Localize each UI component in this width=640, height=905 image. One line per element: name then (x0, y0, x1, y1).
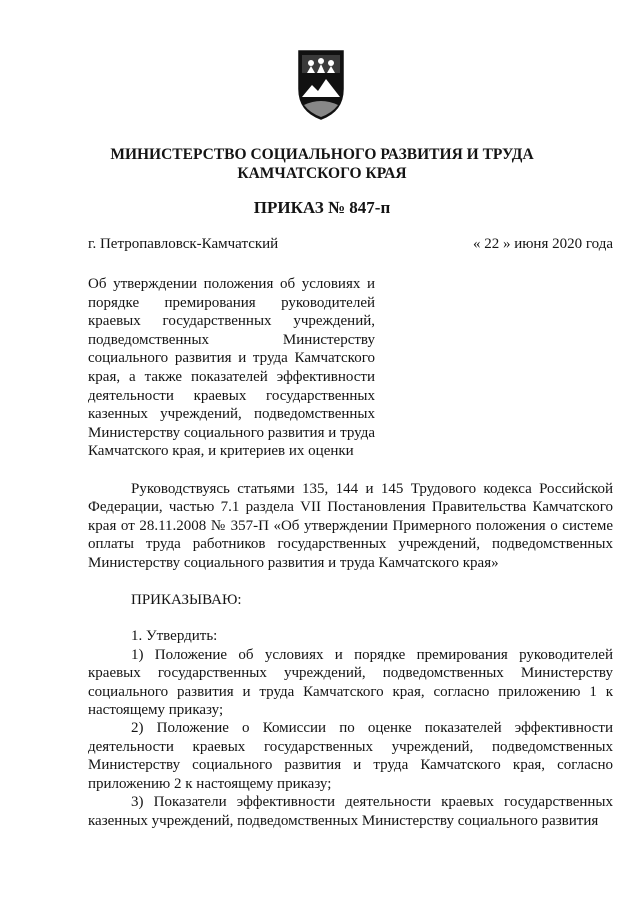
order-title: ПРИКАЗ № 847-п (253, 198, 391, 217)
city: г. Петропавловск-Камчатский (88, 236, 279, 252)
kamchatka-coat-of-arms-icon (296, 47, 346, 121)
order-directive: ПРИКАЗЫВАЮ: (131, 592, 242, 609)
ministry-name-line2: КАМЧАТСКОГО КРАЯ (237, 165, 407, 182)
subitem-3: 3) Показатели эффективности деятельности краевых государственных казенных учреждений, подведомственных Министерству социального развития (88, 794, 613, 829)
order-date: « 22 » июня 2020 года (472, 236, 613, 252)
order-body (88, 480, 613, 830)
subitem-1: 1) Положение об условиях и порядке премирования руководителей краевых государственных учреждений, подведомственных Министерству социального развития и труда Камчатского края, согласно приложению 1 к настоящему приказу; (88, 646, 613, 719)
subitem-2: 2) Положение о Комиссии по оценке показателей эффективности деятельности краевых государственных учреждений, подведомственных Министерству социального развития и труда Камчатского края, согласно приложению 2 к настоящему приказу; (88, 720, 613, 792)
ministry-name (60, 145, 584, 183)
item-1: 1. Утвердить: (131, 628, 218, 645)
order-subject: Об утверждении положения об условиях и порядке премирования руководителей краевых государственных учреждений, подведомственных Министерству социального развития и труда Камчатского края, а также показателей эффективности деятельности краевых государственных казенных учреждений, подведомственных Министерству социального развития и труда Камчатского края, и критериев их оценки (88, 276, 375, 460)
ministry-name-line1: МИНИСТЕРСТВО СОЦИАЛЬНОГО РАЗВИТИЯ И ТРУДА (110, 146, 534, 163)
preamble-paragraph: Руководствуясь статьями 135, 144 и 145 Трудового кодекса Российской Федерации, частью 7.1 раздела VII Постановления Правительства Камчатского края от 28.11.2008 № 357-П «Об утверждении Примерного положения о системе оплаты труда работников государственных учреждений, подведомственных Министерству социального развития и труда Камчатского края» (88, 481, 613, 571)
